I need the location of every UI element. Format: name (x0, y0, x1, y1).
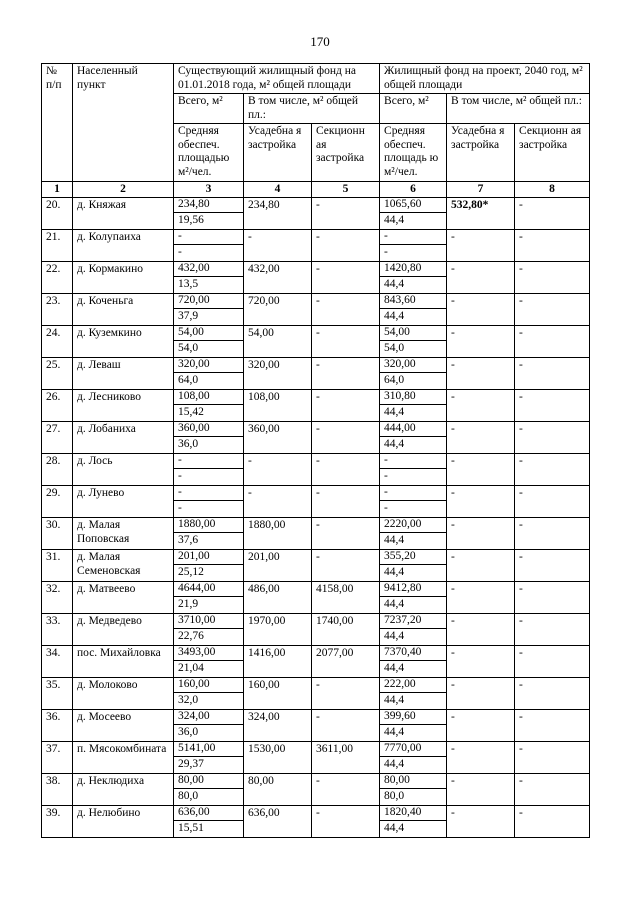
project-sectional: - (515, 230, 590, 262)
column-number: 4 (244, 181, 312, 198)
project-estate: - (447, 774, 515, 806)
existing-total-value: 324,00 (174, 710, 243, 725)
existing-estate: 1880,00 (244, 518, 312, 550)
existing-sectional: - (312, 774, 380, 806)
settlement-name: д. Неклюдиха (73, 774, 174, 806)
project-total-value: 320,00 (380, 358, 446, 373)
project-total-value: 843,60 (380, 294, 446, 309)
existing-estate: 1416,00 (244, 646, 312, 678)
existing-estate: 432,00 (244, 262, 312, 294)
existing-total-value: 4644,00 (174, 582, 243, 597)
table-row (42, 614, 590, 646)
existing-total (174, 326, 244, 358)
settlement-name: п. Мясокомбината (73, 742, 174, 774)
project-estate: - (447, 742, 515, 774)
row-number: 33. (42, 614, 73, 646)
project-total-avg: - (384, 246, 388, 259)
existing-total-value: 160,00 (174, 678, 243, 693)
project-estate: - (447, 358, 515, 390)
project-total-avg: 44,4 (384, 598, 405, 611)
project-total-avg: 44,4 (384, 310, 405, 323)
table-row (42, 454, 590, 486)
project-total-value: 355,20 (380, 550, 446, 565)
table-row (42, 806, 590, 838)
existing-total-avg: 54,0 (178, 342, 199, 355)
table-row (42, 422, 590, 454)
existing-estate: 201,00 (244, 550, 312, 582)
project-total (380, 550, 447, 582)
row-number: 36. (42, 710, 73, 742)
existing-total (174, 614, 244, 646)
row-number: 26. (42, 390, 73, 422)
existing-total (174, 422, 244, 454)
existing-estate: 486,00 (244, 582, 312, 614)
table-row (42, 294, 590, 326)
existing-estate: 320,00 (244, 358, 312, 390)
column-number: 1 (42, 181, 73, 198)
existing-total-avg: 32,0 (178, 694, 199, 707)
existing-total-value: - (174, 230, 243, 245)
existing-total (174, 774, 244, 806)
project-sectional: - (515, 454, 590, 486)
project-sectional: - (515, 422, 590, 454)
settlement-name: д. Матвеево (73, 582, 174, 614)
project-total-value: 399,60 (380, 710, 446, 725)
project-estate: - (447, 550, 515, 582)
existing-estate: - (244, 230, 312, 262)
table-row (42, 774, 590, 806)
existing-estate: 636,00 (244, 806, 312, 838)
project-estate: 532,80* (447, 198, 515, 230)
settlement-name: д. Леваш (73, 358, 174, 390)
project-estate: - (447, 422, 515, 454)
existing-estate: 1970,00 (244, 614, 312, 646)
column-number: 5 (312, 181, 380, 198)
project-total-value: 1065,60 (380, 198, 446, 213)
existing-total-avg: 21,04 (178, 662, 204, 675)
project-total (380, 774, 447, 806)
settlement-name: пос. Михайловка (73, 646, 174, 678)
header-existing-group (174, 64, 380, 94)
settlement-name: д. Куземкино (73, 326, 174, 358)
existing-total-value: 360,00 (174, 422, 243, 437)
existing-estate: 1530,00 (244, 742, 312, 774)
existing-sectional: - (312, 198, 380, 230)
column-number: 6 (380, 181, 447, 198)
project-total-value: - (380, 486, 446, 501)
header-project-total: Всего, м² (380, 94, 447, 124)
project-total-value: 80,00 (380, 774, 446, 789)
row-number: 34. (42, 646, 73, 678)
project-total-value: 444,00 (380, 422, 446, 437)
existing-total-value: 636,00 (174, 806, 243, 821)
existing-sectional: - (312, 230, 380, 262)
existing-total-value: 54,00 (174, 326, 243, 341)
existing-total-avg: 64,0 (178, 374, 199, 387)
header-project-sectional: Секционн ая застройка (515, 124, 590, 181)
settlement-name: д. Колупаиха (73, 230, 174, 262)
settlement-name: д. Лесниково (73, 390, 174, 422)
project-estate: - (447, 582, 515, 614)
row-number: 28. (42, 454, 73, 486)
table-row (42, 262, 590, 294)
existing-estate: 324,00 (244, 710, 312, 742)
project-total-value: 7370,40 (380, 646, 446, 661)
project-total (380, 294, 447, 326)
header-project-including: В том числе, м² общей пл.: (447, 94, 590, 124)
project-total (380, 518, 447, 550)
table-row (42, 326, 590, 358)
existing-sectional: - (312, 710, 380, 742)
project-estate: - (447, 614, 515, 646)
row-number: 23. (42, 294, 73, 326)
project-estate: - (447, 646, 515, 678)
settlement-name: д. Медведево (73, 614, 174, 646)
existing-total-avg: 29,37 (178, 758, 204, 771)
project-total-avg: 44,4 (384, 726, 405, 739)
settlement-name: д. Малая Поповская (73, 518, 174, 550)
project-total-avg: 44,4 (384, 758, 405, 771)
project-total-avg: - (384, 470, 388, 483)
existing-total-avg: 15,42 (178, 406, 204, 419)
existing-sectional: 2077,00 (312, 646, 380, 678)
settlement-name: д. Коченьга (73, 294, 174, 326)
existing-sectional: - (312, 486, 380, 518)
column-number: 3 (174, 181, 244, 198)
existing-total-value: 234,80 (174, 198, 243, 213)
header-project-estate: Усадебна я застройка (447, 124, 515, 181)
existing-total (174, 582, 244, 614)
project-total-avg: 44,4 (384, 534, 405, 547)
existing-total-avg: 13,5 (178, 278, 199, 291)
project-total-value: - (380, 230, 446, 245)
header-existing-total: Всего, м² (174, 94, 244, 124)
table-row (42, 742, 590, 774)
project-total-avg: 44,4 (384, 278, 405, 291)
settlement-name: д. Кормакино (73, 262, 174, 294)
project-total (380, 454, 447, 486)
project-total (380, 390, 447, 422)
existing-total (174, 518, 244, 550)
project-total-avg: 44,4 (384, 630, 405, 643)
project-estate: - (447, 518, 515, 550)
row-number: 31. (42, 550, 73, 582)
table-row (42, 390, 590, 422)
existing-sectional: - (312, 390, 380, 422)
row-number: 22. (42, 262, 73, 294)
existing-total-avg: 25,12 (178, 566, 204, 579)
project-sectional: - (515, 262, 590, 294)
existing-total-avg: 36,0 (178, 726, 199, 739)
existing-total (174, 262, 244, 294)
project-total-value: - (380, 454, 446, 469)
project-total (380, 486, 447, 518)
project-total-avg: 64,0 (384, 374, 405, 387)
project-total-avg: 54,0 (384, 342, 405, 355)
existing-sectional: - (312, 518, 380, 550)
column-number: 8 (515, 181, 590, 198)
settlement-name: д. Малая Семеновская (73, 550, 174, 582)
row-number: 25. (42, 358, 73, 390)
header-existing-avg: Средняя обеспеч. площадью м²/чел. (174, 124, 244, 181)
existing-total-value: - (174, 486, 243, 501)
existing-total-value: 108,00 (174, 390, 243, 405)
existing-total (174, 806, 244, 838)
existing-total-value: 432,00 (174, 262, 243, 277)
project-total-value: 7770,00 (380, 742, 446, 757)
housing-stock-table (41, 63, 590, 838)
existing-total-avg: 21,9 (178, 598, 199, 611)
existing-sectional: - (312, 454, 380, 486)
project-total (380, 742, 447, 774)
project-total-avg: - (384, 502, 388, 515)
existing-total (174, 646, 244, 678)
table-row (42, 230, 590, 262)
table-row (42, 678, 590, 710)
row-number: 27. (42, 422, 73, 454)
column-numbers-row (42, 181, 590, 198)
project-sectional: - (515, 486, 590, 518)
project-estate: - (447, 454, 515, 486)
existing-total-avg: 37,6 (178, 534, 199, 547)
project-total (380, 358, 447, 390)
project-sectional: - (515, 646, 590, 678)
existing-total (174, 486, 244, 518)
project-estate: - (447, 294, 515, 326)
existing-sectional: - (312, 326, 380, 358)
project-sectional: - (515, 582, 590, 614)
existing-estate: 80,00 (244, 774, 312, 806)
project-total-avg: 44,4 (384, 822, 405, 835)
settlement-name: д. Мосеево (73, 710, 174, 742)
project-total (380, 678, 447, 710)
project-total (380, 806, 447, 838)
existing-sectional: 1740,00 (312, 614, 380, 646)
existing-sectional: - (312, 550, 380, 582)
header-row-1 (42, 64, 590, 94)
settlement-name: д. Княжая (73, 198, 174, 230)
existing-total (174, 230, 244, 262)
project-sectional: - (515, 550, 590, 582)
table-row (42, 198, 590, 230)
existing-total-avg: 80,0 (178, 790, 199, 803)
existing-sectional: - (312, 678, 380, 710)
table-row (42, 486, 590, 518)
project-estate: - (447, 230, 515, 262)
row-number: 39. (42, 806, 73, 838)
project-total-avg: 44,4 (384, 438, 405, 451)
row-number: 21. (42, 230, 73, 262)
header-existing-estate: Усадебна я застройка (244, 124, 312, 181)
existing-total (174, 710, 244, 742)
existing-sectional: - (312, 294, 380, 326)
header-project-group-text: Жилищный фонд на проект, 2040 год, м² общей площади (384, 65, 583, 91)
header-existing-including: В том числе, м² общей пл.: (244, 94, 380, 124)
project-total-avg: 44,4 (384, 566, 405, 579)
project-total-value: 2220,00 (380, 518, 446, 533)
existing-total-value: 1880,00 (174, 518, 243, 533)
project-total (380, 262, 447, 294)
project-total-avg: 80,0 (384, 790, 405, 803)
settlement-name: д. Молоково (73, 678, 174, 710)
existing-total (174, 742, 244, 774)
project-sectional: - (515, 326, 590, 358)
project-total (380, 614, 447, 646)
existing-estate: 720,00 (244, 294, 312, 326)
project-total-value: 1820,40 (380, 806, 446, 821)
project-estate: - (447, 710, 515, 742)
existing-total-avg: - (178, 470, 182, 483)
table-row (42, 646, 590, 678)
existing-total-avg: 15,51 (178, 822, 204, 835)
project-total-value: 54,00 (380, 326, 446, 341)
project-total (380, 198, 447, 230)
table-row (42, 358, 590, 390)
project-sectional: - (515, 358, 590, 390)
project-total-avg: 44,4 (384, 662, 405, 675)
row-number: 20. (42, 198, 73, 230)
header-project-group (380, 64, 590, 94)
row-number: 37. (42, 742, 73, 774)
existing-estate: 54,00 (244, 326, 312, 358)
project-sectional: - (515, 710, 590, 742)
existing-total-value: 201,00 (174, 550, 243, 565)
project-estate: - (447, 678, 515, 710)
project-total-avg: 44,4 (384, 694, 405, 707)
table-row (42, 550, 590, 582)
settlement-name: д. Лось (73, 454, 174, 486)
existing-sectional: - (312, 806, 380, 838)
existing-sectional: 3611,00 (312, 742, 380, 774)
existing-total (174, 678, 244, 710)
project-sectional: - (515, 742, 590, 774)
project-estate: - (447, 262, 515, 294)
existing-total (174, 198, 244, 230)
project-total (380, 582, 447, 614)
row-number: 35. (42, 678, 73, 710)
existing-total (174, 390, 244, 422)
existing-estate: - (244, 486, 312, 518)
project-total-value: 222,00 (380, 678, 446, 693)
existing-sectional: - (312, 422, 380, 454)
existing-total-avg: 37,9 (178, 310, 199, 323)
existing-total-avg: 22,76 (178, 630, 204, 643)
table-row (42, 518, 590, 550)
header-existing-sectional: Секционн ая застройка (312, 124, 380, 181)
row-number: 38. (42, 774, 73, 806)
project-sectional: - (515, 614, 590, 646)
project-total-value: 9412,80 (380, 582, 446, 597)
page-number: 170 (310, 34, 330, 49)
column-number: 2 (73, 181, 174, 198)
existing-total (174, 294, 244, 326)
project-sectional: - (515, 806, 590, 838)
existing-total-avg: - (178, 502, 182, 515)
project-total-value: 7237,20 (380, 614, 446, 629)
project-estate: - (447, 390, 515, 422)
existing-total-avg: 36,0 (178, 438, 199, 451)
existing-total-value: 5141,00 (174, 742, 243, 757)
existing-sectional: - (312, 358, 380, 390)
project-sectional: - (515, 198, 590, 230)
project-total (380, 646, 447, 678)
row-number: 29. (42, 486, 73, 518)
header-existing-group-text: Существующий жилищный фонд на 01.01.2018 года, м² общей площади (178, 65, 357, 91)
project-total (380, 326, 447, 358)
row-number: 32. (42, 582, 73, 614)
project-sectional: - (515, 678, 590, 710)
project-total-value: 310,80 (380, 390, 446, 405)
existing-total (174, 550, 244, 582)
row-number: 24. (42, 326, 73, 358)
project-estate: - (447, 326, 515, 358)
project-total (380, 422, 447, 454)
existing-estate: 234,80 (244, 198, 312, 230)
existing-total (174, 454, 244, 486)
project-total-value: 1420,80 (380, 262, 446, 277)
project-estate: - (447, 806, 515, 838)
table-row (42, 710, 590, 742)
existing-total-value: 3493,00 (174, 646, 243, 661)
existing-estate: 108,00 (244, 390, 312, 422)
existing-total-value: 3710,00 (174, 614, 243, 629)
existing-total-avg: - (178, 246, 182, 259)
project-sectional: - (515, 294, 590, 326)
existing-sectional: - (312, 262, 380, 294)
existing-sectional: 4158,00 (312, 582, 380, 614)
project-estate: - (447, 486, 515, 518)
settlement-name: д. Лунево (73, 486, 174, 518)
table-row (42, 582, 590, 614)
project-total (380, 710, 447, 742)
header-settlement: Населенный пункт (73, 64, 174, 182)
project-sectional: - (515, 774, 590, 806)
existing-total-value: - (174, 454, 243, 469)
existing-total (174, 358, 244, 390)
column-number: 7 (447, 181, 515, 198)
existing-estate: - (244, 454, 312, 486)
existing-total-value: 320,00 (174, 358, 243, 373)
header-project-avg: Средняя обеспеч. площадь ю м²/чел. (380, 124, 447, 181)
project-total-avg: 44,4 (384, 406, 405, 419)
project-sectional: - (515, 390, 590, 422)
row-number: 30. (42, 518, 73, 550)
settlement-name: д. Лобаниха (73, 422, 174, 454)
settlement-name: д. Нелюбино (73, 806, 174, 838)
existing-total-avg: 19,56 (178, 214, 204, 227)
existing-total-value: 80,00 (174, 774, 243, 789)
project-sectional: - (515, 518, 590, 550)
existing-estate: 160,00 (244, 678, 312, 710)
existing-total-value: 720,00 (174, 294, 243, 309)
project-total-avg: 44,4 (384, 214, 405, 227)
project-total (380, 230, 447, 262)
header-number: № п/п (42, 64, 73, 182)
existing-estate: 360,00 (244, 422, 312, 454)
